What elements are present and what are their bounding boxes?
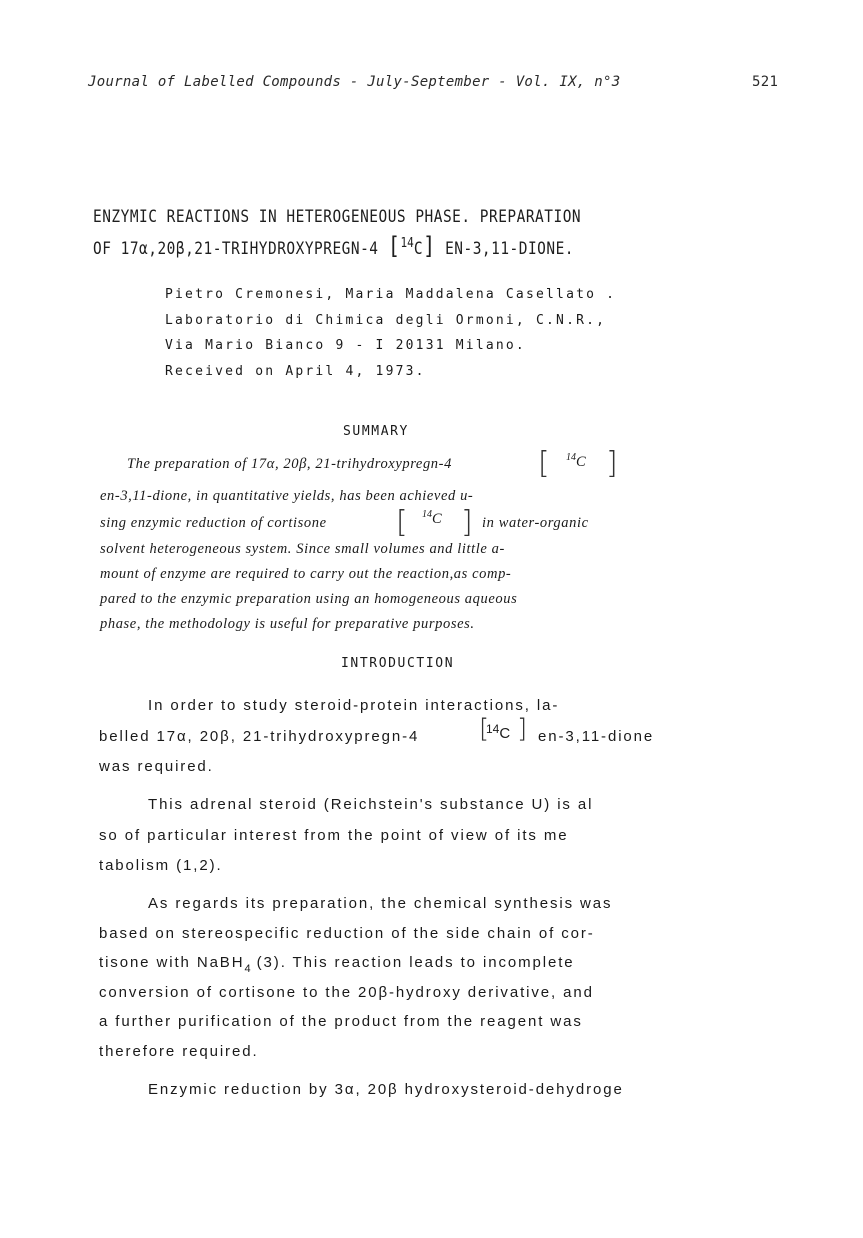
intro-isotope: $^{14}$C — [486, 722, 511, 742]
intro-p3-line-5: a further purification of the product from the reagent was — [99, 1013, 583, 1030]
intro-p3-subscript: 4 — [244, 963, 251, 975]
title-line-2 — [93, 232, 574, 260]
intro-p3-line-6: therefore required. — [99, 1043, 259, 1060]
summary-heading: SUMMARY — [343, 424, 409, 439]
title-line-2-prefix: OF 17α,20β,21-TRIHYDROXYPREGN-4 — [93, 239, 379, 259]
title-isotope-label: $^{14}$C — [400, 236, 424, 259]
summary-line-5: mount of enzyme are required to carry out the reaction,as comp- — [100, 566, 512, 582]
intro-p3-line-4: conversion of cortisone to the 20β-hydroxy derivative, and — [99, 984, 594, 1001]
summary-isotope-1: $^{14}$C — [566, 452, 587, 470]
intro-p3-line-1: As regards its preparation, the chemical synthesis was — [148, 895, 613, 912]
intro-p1-line-1: In order to study steroid-protein interactions, la- — [148, 697, 560, 714]
page-number: 521 — [752, 74, 779, 90]
introduction-heading: INTRODUCTION — [341, 656, 455, 671]
author-address: Via Mario Bianco 9 - I 20131 Milano. — [165, 338, 526, 353]
intro-p1-line-2: belled 17α, 20β, 21-trihydroxypregn-4 — [99, 728, 420, 745]
intro-p3-line-3b: (3). This reaction leads to incomplete — [256, 954, 575, 971]
intro-bracket-open: [ — [479, 714, 490, 744]
title-line-2-suffix: EN-3,11-DIONE. — [445, 239, 575, 259]
received-date: Received on April 4, 1973. — [165, 364, 426, 379]
author-names: Pietro Cremonesi, Maria Maddalena Casellato . — [165, 287, 617, 302]
author-lab: Laboratorio di Chimica degli Ormoni, C.N.R., — [165, 313, 607, 328]
intro-p2-line-3: tabolism (1,2). — [99, 857, 223, 874]
intro-p3-nabh: tisone with NaBH — [99, 954, 245, 971]
summary-isotope-2: $^{14}$C — [422, 509, 443, 527]
summary-bracket-open-1: [ — [538, 446, 550, 481]
journal-header: Journal of Labelled Compounds - July-September - Vol. IX, n°3 — [88, 74, 621, 90]
summary-bracket-close-1: ] — [606, 446, 618, 481]
title-bracket-close: ] — [423, 232, 436, 260]
intro-p3-line-2: based on stereospecific reduction of the side chain of cor- — [99, 925, 595, 942]
summary-line-6: pared to the enzymic preparation using an homogeneous aqueous — [100, 591, 518, 607]
intro-bracket-close: ] — [517, 714, 528, 744]
summary-line-1: The preparation of 17α, 20β, 21-trihydroxypregn-4 — [127, 456, 452, 472]
intro-p3-line-3 — [99, 954, 575, 975]
summary-line-4: solvent heterogeneous system. Since small volumes and little a- — [100, 541, 505, 557]
summary-line-2: en-3,11-dione, in quantitative yields, has been achieved u- — [100, 488, 474, 504]
intro-p2-line-2: so of particular interest from the point of view of its me — [99, 827, 569, 844]
intro-p4-line-1: Enzymic reduction by 3α, 20β hydroxysteroid-dehydroge — [148, 1081, 624, 1098]
summary-bracket-close-2: ] — [461, 505, 473, 540]
intro-p2-line-1: This adrenal steroid (Reichstein's substance U) is al — [148, 796, 594, 813]
title-bracket-open: [ — [387, 232, 401, 260]
summary-line-7: phase, the methodology is useful for preparative purposes. — [100, 616, 475, 632]
title-line-1: ENZYMIC REACTIONS IN HETEROGENEOUS PHASE. PREPARATION — [93, 207, 582, 227]
summary-bracket-open-2: [ — [396, 505, 408, 540]
intro-p1-line-2b: en-3,11-dione — [538, 728, 655, 745]
summary-line-3: sing enzymic reduction of cortisone — [100, 515, 327, 531]
summary-line-3b: in water-organic — [482, 515, 589, 531]
intro-p1-line-3: was required. — [99, 758, 214, 775]
